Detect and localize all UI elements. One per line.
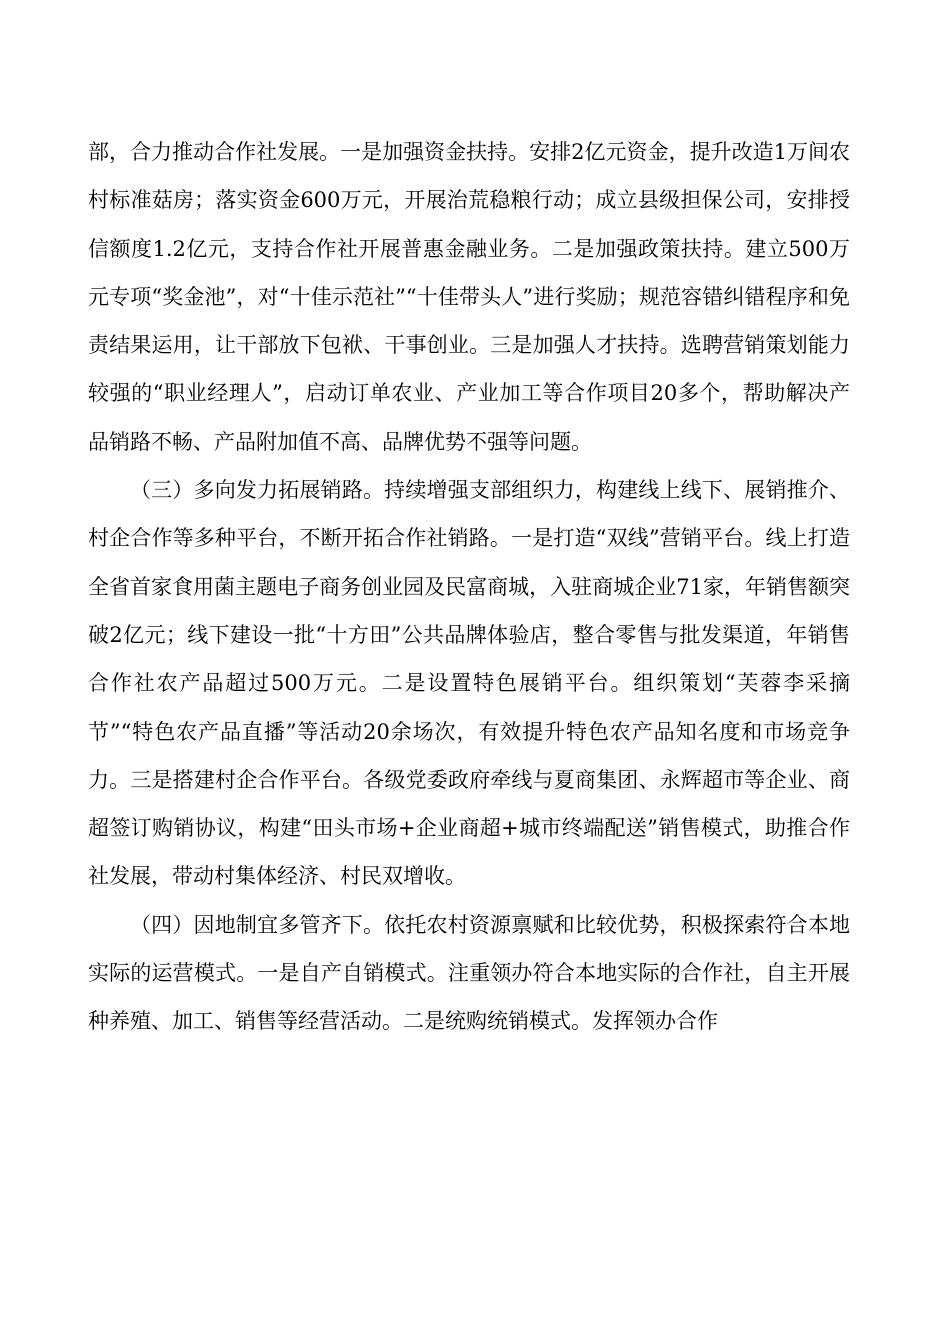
paragraph-funding-policy-talent: 部，合力推动合作社发展。一是加强资金扶持。安排2亿元资金，提升改造1万间农村标准菇房；落实资金600万元，开展治荒稳粮行动；成立县级担保公司，安排授信额度1.2亿元，支持合作社开展普惠金融业务。二是加强政策扶持。建立500万元专项“奖金池”，对“十佳示范社”“十佳带头人”进行奖励；规范容错纠错程序和免责结果运用，让干部放下包袱、干事创业。三是加强人才扶持。选聘营销策划能力较强的“职业经理人”，启动订单农业、产业加工等合作项目20多个，帮助解决产品销路不畅、产品附加值不高、品牌优势不强等问题。 — [88, 140, 850, 454]
document-body — [88, 128, 850, 1046]
paragraph-section-three-sales: （三）多向发力拓展销路。持续增强支部组织力，构建线上线下、展销推介、村企合作等多种平台，不断开拓合作社销路。一是打造“双线”营销平台。线上打造全省首家食用菌主题电子商务创业园及民富商城，入驻商城企业71家，年销售额突破2亿元；线下建设一批“十方田”公共品牌体验店，整合零售与批发渠道，年销售合作社农产品超过500万元。二是设置特色展销平台。组织策划“芙蓉李采摘节”“特色农产品直播”等活动20余场次，有效提升特色农产品知名度和市场竞争力。三是搭建村企合作平台。各级党委政府牵线与夏商集团、永辉超市等企业、商超签订购销协议，构建“田头市场+企业商超+城市终端配送”销售模式，助推合作社发展，带动村集体经济、村民双增收。 — [88, 478, 850, 889]
paragraph-section-four-operations: （四）因地制宜多管齐下。依托农村资源禀赋和比较优势，积极探索符合本地实际的运营模式。一是自产自销模式。注重领办符合本地实际的合作社，自主开展种养殖、加工、销售等经营活动。二是统购统销模式。发挥领办合作 — [88, 912, 850, 1034]
